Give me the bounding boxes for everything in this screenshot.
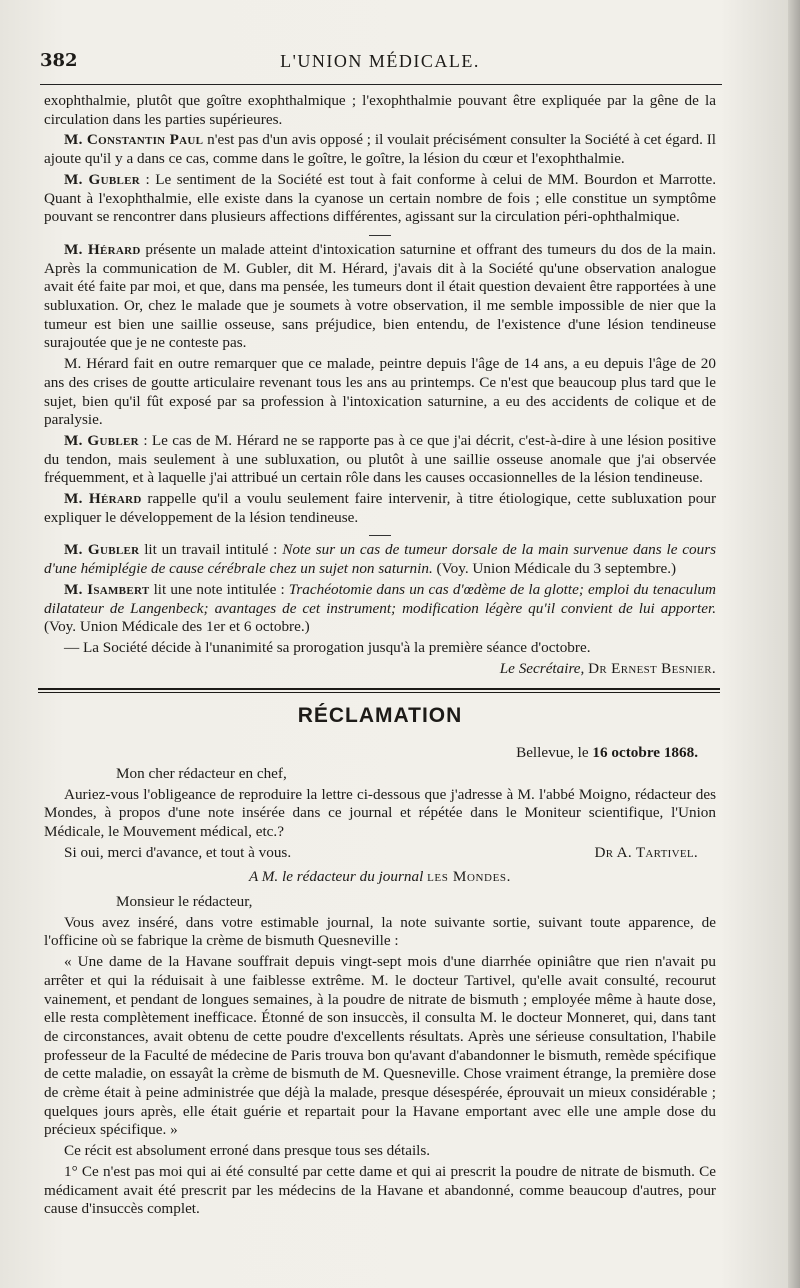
addressee-journal: les Mondes.	[427, 868, 512, 886]
paragraph-exophthalmie: exophthalmie, plutôt que goître exophthalmique ; l'exophthalmie pouvant être expliquée par la gêne de la circulation dans les parties supérieures.	[44, 92, 716, 128]
letter-paragraph-3: 1° Ce n'est pas moi qui ai été consulté par cette dame et qui ai prescrit la poudre de nitrate de bismuth. Ce médicament avait été prescrit par les médecins de la Havane et abandonné, comme beaucoup d'autres, pour cause d'insuccès complet.	[44, 1162, 716, 1218]
main-column	[44, 92, 716, 1221]
paragraph-herard-3	[44, 490, 716, 527]
paragraph-gubler-1	[44, 171, 716, 227]
speaker-herard-2: M. Hérard	[64, 490, 142, 508]
gubler-travail-intro: lit un travail intitulé :	[144, 541, 283, 559]
reclamation-closing	[44, 844, 716, 863]
signature-role: Le Secrétaire,	[499, 659, 585, 677]
speaker-herard: M. Hérard	[64, 240, 141, 258]
gubler-travail-ref: (Voy. Union Médicale du 3 septembre.)	[432, 560, 677, 578]
paragraph-gubler-2-text: : Le cas de M. Hérard ne se rapporte pas à ce que j'ai décrit, c'est-à-dire à une lésion positive du tendon, mais seulement à une subluxation, ou plutôt à une saillie osseuse anomale que j'ai observée fréquemment, et à laquelle j'ai attribué un certain rôle dans les causes occasionnelles de la lésion tendineuse.	[44, 431, 717, 487]
paragraph-prorogation: — La Société décide à l'unanimité sa prorogation jusqu'à la première séance d'octobre.	[64, 638, 591, 656]
letter-salutation: Monsieur le rédacteur,	[116, 893, 253, 911]
speaker-gubler-2: M. Gubler	[64, 431, 139, 449]
dateline-place: Bellevue, le	[516, 744, 589, 762]
isambert-ref: (Voy. Union Médicale des 1er et 6 octobre.)	[44, 618, 310, 636]
isambert-title: Trachéotomie dans un cas d'œdème de la glotte; emploi du tenaculum dilatateur de Langenbeck; avantages de cet instrument; modification légère qu'il convient de lui apporter.	[44, 580, 716, 617]
isambert-intro: lit une note intitulée :	[153, 580, 289, 598]
editor-salutation: Mon cher rédacteur en chef,	[116, 764, 287, 782]
letter-paragraph-1: Vous avez inséré, dans votre estimable journal, la note suivante sortie, suivant toute apparence, de l'officine où se fabrique la crème de bismuth Quesneville :	[44, 913, 716, 950]
letter-paragraph-2: Ce récit est absolument erroné dans presque tous ses détails.	[64, 1142, 431, 1160]
reclamation-body: Auriez-vous l'obligeance de reproduire la lettre ci-dessous que j'adresse à M. l'abbé Moigno, rédacteur des Mondes, à propos d'une note insérée dans ce journal et répétée dans le Moniteur scientifique, l'Union Médicale, le Mouvement médical, etc.?	[44, 785, 716, 840]
paragraph-herard-1	[44, 241, 716, 353]
page-number: 382	[40, 50, 78, 71]
header-rule	[40, 84, 722, 85]
paragraph-isambert	[44, 581, 716, 637]
dateline-date: 16 octobre 1868.	[592, 744, 698, 762]
letter-addressee	[44, 868, 716, 887]
page-edge-shadow	[788, 0, 800, 1288]
paragraph-paul	[44, 131, 716, 168]
paragraph-herard-1-text: présente un malade atteint d'intoxication saturnine et offrant des tumeurs du dos de la main. Après la communication de M. Gubler, dit M. Hérard, j'avais dit à la Société qu'une observation analogue avait été faite par moi, et que, dans ma pensée, les tumeurs dont il était question devaient être rapportées à une subluxation. Or, chez le malade que je soumets à votre observation, il me semble impossible de nier que la tumeur est bien une saillie osseuse, sans préjudice, bien entendu, de l'existence d'une lésion tendineuse surajoutée que je ne conteste pas.	[44, 240, 716, 352]
paragraph-herard-3-text: rappelle qu'il a voulu seulement faire intervenir, à titre étiologique, cette subluxation pour expliquer le développement de la lésion tendineuse.	[44, 490, 717, 526]
page-header	[40, 48, 720, 78]
closing-text: Si oui, merci d'avance, et tout à vous.	[64, 843, 292, 861]
running-head: L'UNION MÉDICALE.	[280, 51, 480, 71]
signature-name: Dr Ernest Besnier.	[588, 659, 716, 677]
letter-quote: « Une dame de la Havane souffrait depuis vingt-sept mois d'une diarrhée opiniâtre que rien n'avait pu arrêter et qui la réduisait à une faiblesse extrême. M. le docteur Tartivel, qu'elle avait consulté, recourut vainement, et pendant de longues semaines, à la poudre de nitrate de bismuth ; employée même à haute dose, elle resta complètement inefficace. Étonné de son insuccès, il consulta M. le docteur Monneret, qui, dans tant de circonstances, avait obtenu de cette poudre d'excellents résultats. Après une sérieuse consultation, l'habile professeur de la Faculté de médecine de Paris trouva bon qu'avant d'abandonner le bismuth, remède spécifique de cette maladie, on essayât la crème de bismuth de M. Quesneville. Chose vraiment étrange, la première dose de crème était à peine administrée que déjà la malade, presque désespérée, éprouvait un mieux considérable ; quelques jours après, elle était guérie et repartait pour la Havane emportant avec elle une ample dose du précieux spécifique. »	[44, 953, 716, 1139]
separator-dash-2	[44, 529, 716, 541]
paragraph-gubler-2	[44, 432, 716, 488]
paragraph-herard-2: M. Hérard fait en outre remarquer que ce malade, peintre depuis l'âge de 14 ans, a eu depuis l'âge de 20 ans des crises de goutte articulaire revenant tous les ans au printemps. Ce n'est que beaucoup plus tard que le sujet, bien qu'il fût exposé par sa profession à l'intoxication saturnine, a eu des accidents de colique et de paralysie.	[44, 355, 716, 429]
paragraph-gubler-1-text: : Le sentiment de la Société est tout à fait conforme à celui de MM. Bourdon et Marrotte. Quant à l'exophthalmie, elle existe dans la cyanose un certain nombre de fois ; elle constitue un symptôme pouvant se rencontrer dans plusieurs affections différentes, agissant sur la circulation péri-ophthalmique.	[44, 170, 717, 226]
addressee-text: A M. le rédacteur du journal	[248, 868, 424, 886]
paragraph-gubler-travail	[44, 541, 716, 578]
closing-signature: Dr A. Tartivel.	[594, 843, 698, 861]
section-double-rule	[38, 688, 720, 693]
speaker-isambert: M. Isambert	[64, 580, 150, 598]
letter-dateline	[44, 744, 698, 763]
gubler-travail-title: Note sur un cas de tumeur dorsale de la main survenue dans le cours d'une hémiplégie de cause cérébrale chez un sujet non saturnin.	[44, 541, 717, 578]
speaker-gubler-3: M. Gubler	[64, 541, 140, 559]
speaker-gubler: M. Gubler	[64, 170, 141, 188]
paragraph-paul-text: n'est pas d'un avis opposé ; il voulait précisément consulter la Société à cet égard. Il ajoute qu'il y a dans ce cas, comme dans le goître, le goître, la lésion du cœur et l'exophthalmie.	[44, 131, 716, 168]
speaker-paul: M. Constantin Paul	[64, 131, 204, 149]
section-title: RÉCLAMATION	[297, 704, 463, 728]
secretary-signature	[44, 660, 716, 679]
separator-dash	[44, 229, 716, 241]
